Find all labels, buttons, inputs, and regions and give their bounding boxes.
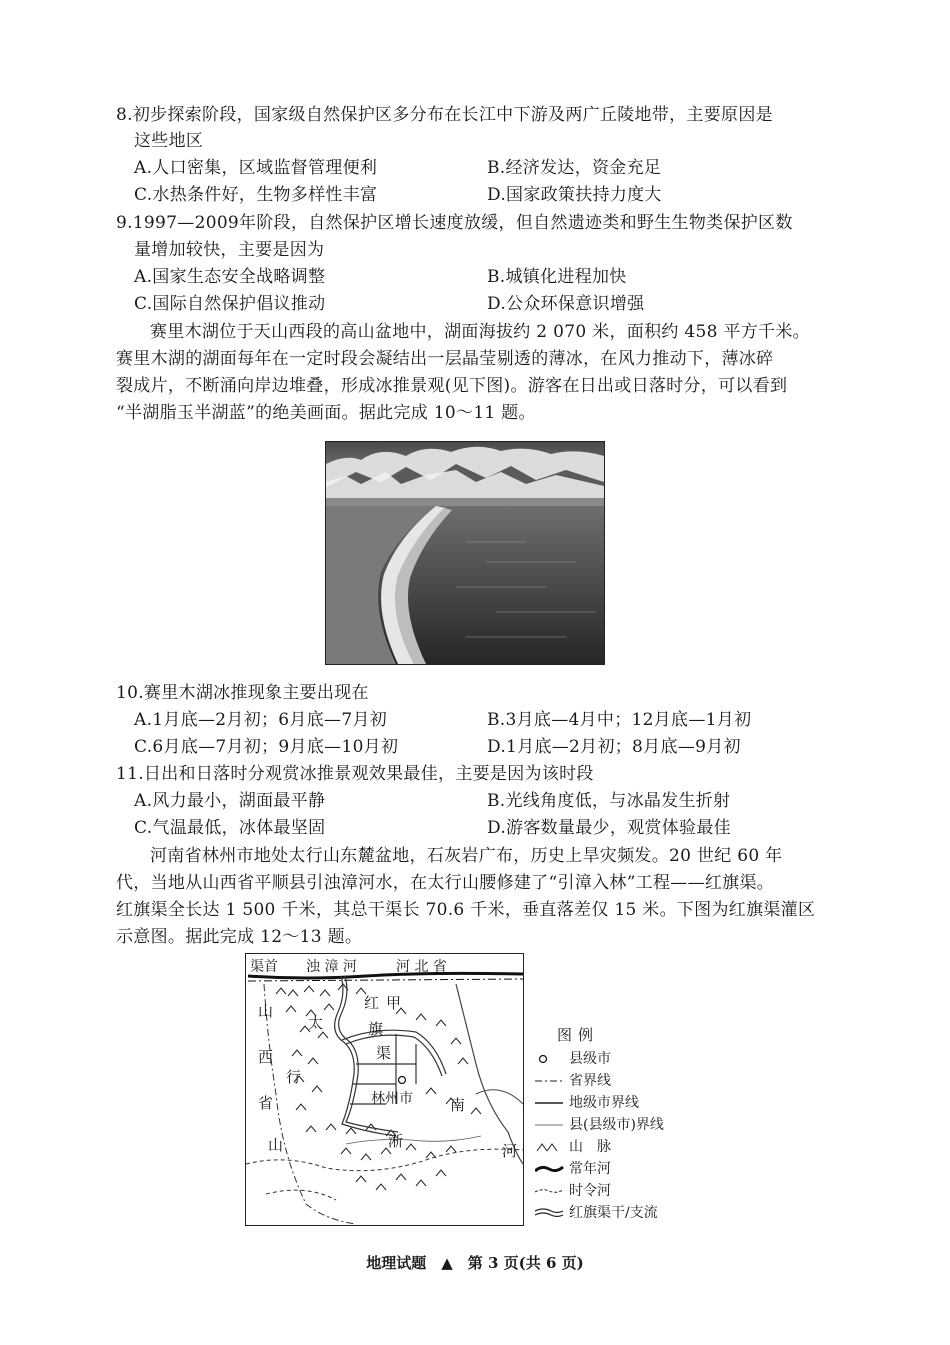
q8-option-c: C.水热条件好，生物多样性丰富 [134, 185, 378, 205]
seasonal-river-icon [535, 1183, 565, 1199]
page-footer: 地理试题 ▲ 第 3 页(共 6 页) [366, 1254, 584, 1272]
county-border-icon [535, 1117, 565, 1133]
q11-option-c: C.气温最低，冰体最坚固 [134, 818, 326, 838]
q9-option-b: B.城镇化进程加快 [487, 267, 627, 287]
lake-ice-push-photo [325, 441, 605, 665]
label-zhuozhang-river: 浊 漳 河 [306, 959, 357, 975]
legend-title: 图例 [557, 1026, 600, 1044]
passage1-line2: 赛里木湖的湖面每年在一定时段会凝结出一层晶莹剔透的薄冰，在风力推动下，薄冰碎 [116, 349, 774, 369]
label-linzhou: 林州市 [371, 1091, 413, 1107]
q11-stem: 11.日出和日落时分观赏冰推景观效果最佳，主要是因为该时段 [116, 764, 594, 784]
label-taihang-3: 山 [268, 1136, 284, 1154]
label-hongqi-2: 甲 [386, 994, 402, 1012]
zhuozhang-river [248, 973, 523, 978]
q8-option-d: D.国家政策扶持力度大 [487, 185, 662, 205]
q10-option-a: A.1月底—2月初；6月底—7月初 [134, 710, 388, 730]
prefecture-border-icon [535, 1095, 565, 1111]
label-shanxi-3: 省 [258, 1094, 274, 1112]
q8-stem-line2: 这些地区 [134, 131, 204, 151]
q8-stem-line1: 8.初步探索阶段，国家级自然保护区多分布在长江中下游及两广丘陵地带，主要原因是 [116, 105, 773, 125]
legend-label-county-city: 县级市 [569, 1051, 611, 1067]
label-hebei: 河 北 省 [396, 959, 447, 975]
legend-label-seasonal-river: 时令河 [569, 1183, 611, 1199]
q8-option-b: B.经济发达，资金充足 [487, 158, 662, 178]
q11-option-a: A.风力最小，湖面最平静 [134, 791, 326, 811]
q9-option-a: A.国家生态安全战略调整 [134, 267, 326, 287]
passage2-line1: 河南省林州市地处太行山东麓盆地，石灰岩广布，历史上旱灾频发。20 世纪 60 年 [150, 846, 783, 866]
q10-option-d: D.1月底—2月初；8月底—9月初 [487, 737, 741, 757]
q9-stem-line2: 量增加较快，主要是因为 [134, 240, 325, 260]
label-henan-1: 南 [450, 1096, 466, 1114]
legend-label-province-border: 省界线 [569, 1073, 611, 1089]
linzhou-city-marker [399, 1077, 406, 1084]
passage1-line4: “半湖脂玉半湖蓝”的绝美画面。据此完成 10～11 题。 [116, 403, 536, 423]
perennial-river-icon [535, 1161, 565, 1177]
label-taihang-2: 行 [286, 1068, 302, 1086]
q10-stem: 10.赛里木湖冰推现象主要出现在 [116, 683, 369, 703]
label-qushou: 渠首 [250, 959, 278, 975]
province-border-icon [535, 1073, 565, 1089]
label-hongqi-3: 旗 [368, 1020, 384, 1038]
legend-label-county-border: 县(县级市)界线 [569, 1117, 664, 1133]
q9-option-d: D.公众环保意识增强 [487, 294, 645, 314]
label-henan-2: 河 [502, 1142, 518, 1160]
legend-label-prefecture-border: 地级市界线 [569, 1095, 639, 1111]
hongqi-canal-map [245, 953, 524, 1226]
passage2-line4: 示意图。据此完成 12～13 题。 [116, 927, 363, 947]
legend-label-mountain: 山 脉 [569, 1139, 611, 1155]
mountain-icon [535, 1139, 565, 1155]
passage1-line3: 裂成片，不断涌向岸边堆叠，形成冰推景观(见下图)。游客在日出或日落时分，可以看到 [116, 376, 788, 396]
seasonal-river [246, 1149, 523, 1171]
q10-option-b: B.3月底—4月中；12月底—1月初 [487, 710, 752, 730]
lake-ice-push-image [326, 442, 604, 664]
q9-option-c: C.国际自然保护倡议推动 [134, 294, 326, 314]
q11-option-d: D.游客数量最少，观赏体验最佳 [487, 818, 731, 838]
q8-option-a: A.人口密集，区域监督管理便利 [134, 158, 378, 178]
label-hongqi-4: 渠 [376, 1044, 392, 1062]
passage2-line3: 红旗渠全长达 1 500 千米，其总干渠长 70.6 千米，垂直落差仅 15 米。下图为红旗渠灌区 [116, 900, 816, 920]
label-shanxi-b: 淅 [388, 1132, 404, 1150]
label-shanxi-2: 西 [258, 1048, 274, 1066]
q9-stem-line1: 9.1997—2009年阶段，自然保护区增长速度放缓，但自然遗迹类和野生生物类保护区数 [116, 213, 793, 233]
legend-label-hongqi-canal: 红旗渠干/支流 [569, 1205, 658, 1221]
label-hongqi-1: 红 [364, 994, 380, 1012]
mountain-symbols [276, 984, 481, 1190]
legend-label-perennial-river: 常年河 [569, 1161, 611, 1177]
county-city-icon [535, 1051, 565, 1067]
q11-option-b: B.光线角度低，与冰晶发生折射 [487, 791, 731, 811]
passage1-line1: 赛里木湖位于天山西段的高山盆地中，湖面海拔约 2 070 米，面积约 458 平方千米。 [150, 322, 810, 342]
label-taihang-1: 太 [308, 1014, 324, 1032]
passage2-line2: 代，当地从山西省平顺县引浊漳河水，在太行山腰修建了“引漳入林”工程——红旗渠。 [116, 873, 775, 893]
prefecture-border [456, 984, 523, 1164]
hongqi-canal-icon [535, 1205, 565, 1221]
label-shanxi-1: 山 [258, 1002, 274, 1020]
q10-option-c: C.6月底—7月初；9月底—10月初 [134, 737, 399, 757]
county-border [346, 1136, 481, 1144]
